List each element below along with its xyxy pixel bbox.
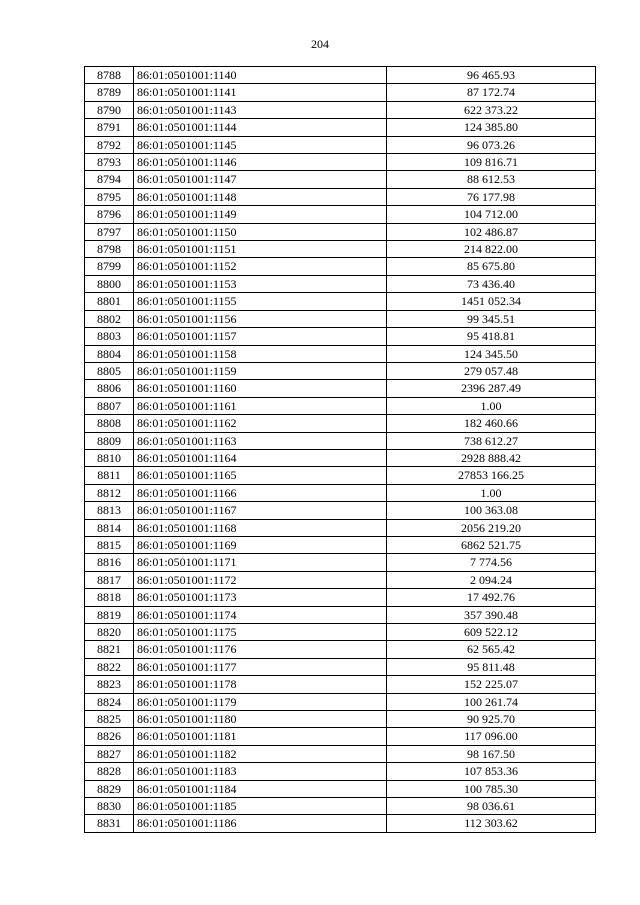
row-number-cell: 8802 [85, 310, 134, 327]
table-row [85, 728, 596, 745]
row-number-cell: 8788 [85, 67, 134, 84]
cadastral-number-cell: 86:01:0501001:1147 [134, 171, 387, 188]
table-row [85, 67, 596, 84]
row-number-cell: 8829 [85, 780, 134, 797]
table-row [85, 84, 596, 101]
table-row [85, 658, 596, 675]
value-cell: 104 712.00 [387, 206, 596, 223]
value-cell: 279 057.48 [387, 362, 596, 379]
cadastral-number-cell: 86:01:0501001:1175 [134, 624, 387, 641]
cadastral-number-cell: 86:01:0501001:1185 [134, 798, 387, 815]
table-row [85, 415, 596, 432]
table-row [85, 711, 596, 728]
cadastral-number-cell: 86:01:0501001:1168 [134, 519, 387, 536]
cadastral-number-cell: 86:01:0501001:1163 [134, 432, 387, 449]
value-cell: 182 460.66 [387, 415, 596, 432]
row-number-cell: 8809 [85, 432, 134, 449]
cadastral-number-cell: 86:01:0501001:1140 [134, 67, 387, 84]
cadastral-number-cell: 86:01:0501001:1178 [134, 676, 387, 693]
value-cell: 6862 521.75 [387, 536, 596, 553]
row-number-cell: 8815 [85, 536, 134, 553]
cadastral-number-cell: 86:01:0501001:1162 [134, 415, 387, 432]
row-number-cell: 8812 [85, 484, 134, 501]
table-row [85, 484, 596, 501]
row-number-cell: 8816 [85, 554, 134, 571]
table-row [85, 171, 596, 188]
table-row [85, 328, 596, 345]
row-number-cell: 8831 [85, 815, 134, 832]
row-number-cell: 8817 [85, 571, 134, 588]
cadastral-number-cell: 86:01:0501001:1157 [134, 328, 387, 345]
value-cell: 27853 166.25 [387, 467, 596, 484]
cadastral-number-cell: 86:01:0501001:1144 [134, 119, 387, 136]
table-row [85, 101, 596, 118]
cadastral-number-cell: 86:01:0501001:1172 [134, 571, 387, 588]
table-row [85, 397, 596, 414]
cadastral-number-cell: 86:01:0501001:1166 [134, 484, 387, 501]
table-row [85, 275, 596, 292]
table-row [85, 258, 596, 275]
cadastral-number-cell: 86:01:0501001:1150 [134, 223, 387, 240]
value-cell: 124 385.80 [387, 119, 596, 136]
cadastral-number-cell: 86:01:0501001:1186 [134, 815, 387, 832]
cadastral-number-cell: 86:01:0501001:1155 [134, 293, 387, 310]
value-cell: 90 925.70 [387, 711, 596, 728]
cadastral-number-cell: 86:01:0501001:1173 [134, 589, 387, 606]
row-number-cell: 8805 [85, 362, 134, 379]
table-row [85, 624, 596, 641]
value-cell: 73 436.40 [387, 275, 596, 292]
value-cell: 107 853.36 [387, 763, 596, 780]
value-cell: 117 096.00 [387, 728, 596, 745]
row-number-cell: 8825 [85, 711, 134, 728]
table-row [85, 362, 596, 379]
table-row [85, 745, 596, 762]
row-number-cell: 8800 [85, 275, 134, 292]
value-cell: 98 167.50 [387, 745, 596, 762]
row-number-cell: 8792 [85, 136, 134, 153]
cadastral-number-cell: 86:01:0501001:1179 [134, 693, 387, 710]
cadastral-number-cell: 86:01:0501001:1177 [134, 658, 387, 675]
value-cell: 152 225.07 [387, 676, 596, 693]
value-cell: 100 363.08 [387, 502, 596, 519]
row-number-cell: 8807 [85, 397, 134, 414]
row-number-cell: 8790 [85, 101, 134, 118]
table-row [85, 641, 596, 658]
cadastral-number-cell: 86:01:0501001:1149 [134, 206, 387, 223]
row-number-cell: 8823 [85, 676, 134, 693]
row-number-cell: 8797 [85, 223, 134, 240]
row-number-cell: 8798 [85, 241, 134, 258]
table-row [85, 571, 596, 588]
table-body [85, 67, 596, 833]
table-row [85, 815, 596, 832]
table-row [85, 154, 596, 171]
value-cell: 622 373.22 [387, 101, 596, 118]
value-cell: 95 811.48 [387, 658, 596, 675]
table-row [85, 467, 596, 484]
cadastral-number-cell: 86:01:0501001:1171 [134, 554, 387, 571]
row-number-cell: 8811 [85, 467, 134, 484]
cadastral-number-cell: 86:01:0501001:1164 [134, 449, 387, 466]
value-cell: 100 785.30 [387, 780, 596, 797]
value-cell: 98 036.61 [387, 798, 596, 815]
value-cell: 88 612.53 [387, 171, 596, 188]
table-row [85, 188, 596, 205]
cadastral-number-cell: 86:01:0501001:1145 [134, 136, 387, 153]
value-cell: 102 486.87 [387, 223, 596, 240]
value-cell: 62 565.42 [387, 641, 596, 658]
table-row [85, 380, 596, 397]
cadastral-number-cell: 86:01:0501001:1182 [134, 745, 387, 762]
value-cell: 2 094.24 [387, 571, 596, 588]
row-number-cell: 8822 [85, 658, 134, 675]
table-row [85, 589, 596, 606]
value-cell: 96 073.26 [387, 136, 596, 153]
value-cell: 17 492.76 [387, 589, 596, 606]
value-cell: 99 345.51 [387, 310, 596, 327]
table-row [85, 223, 596, 240]
cadastral-number-cell: 86:01:0501001:1148 [134, 188, 387, 205]
row-number-cell: 8827 [85, 745, 134, 762]
value-cell: 95 418.81 [387, 328, 596, 345]
page-number: 204 [311, 37, 329, 51]
cadastral-number-cell: 86:01:0501001:1184 [134, 780, 387, 797]
cadastral-number-cell: 86:01:0501001:1152 [134, 258, 387, 275]
value-cell: 2396 287.49 [387, 380, 596, 397]
table-row [85, 763, 596, 780]
value-cell: 1.00 [387, 484, 596, 501]
cadastral-number-cell: 86:01:0501001:1165 [134, 467, 387, 484]
table-row [85, 693, 596, 710]
row-number-cell: 8819 [85, 606, 134, 623]
table-row [85, 676, 596, 693]
table-row [85, 206, 596, 223]
row-number-cell: 8803 [85, 328, 134, 345]
value-cell: 112 303.62 [387, 815, 596, 832]
data-table [84, 66, 596, 833]
row-number-cell: 8796 [85, 206, 134, 223]
cadastral-number-cell: 86:01:0501001:1183 [134, 763, 387, 780]
value-cell: 109 816.71 [387, 154, 596, 171]
value-cell: 1.00 [387, 397, 596, 414]
cadastral-number-cell: 86:01:0501001:1141 [134, 84, 387, 101]
row-number-cell: 8793 [85, 154, 134, 171]
value-cell: 2928 888.42 [387, 449, 596, 466]
row-number-cell: 8830 [85, 798, 134, 815]
row-number-cell: 8820 [85, 624, 134, 641]
row-number-cell: 8814 [85, 519, 134, 536]
table-row [85, 536, 596, 553]
table-row [85, 432, 596, 449]
cadastral-number-cell: 86:01:0501001:1181 [134, 728, 387, 745]
row-number-cell: 8818 [85, 589, 134, 606]
table-row [85, 136, 596, 153]
row-number-cell: 8813 [85, 502, 134, 519]
row-number-cell: 8789 [85, 84, 134, 101]
table-row [85, 449, 596, 466]
cadastral-number-cell: 86:01:0501001:1156 [134, 310, 387, 327]
value-cell: 2056 219.20 [387, 519, 596, 536]
table-row [85, 502, 596, 519]
value-cell: 85 675.80 [387, 258, 596, 275]
cadastral-number-cell: 86:01:0501001:1180 [134, 711, 387, 728]
row-number-cell: 8826 [85, 728, 134, 745]
table-row [85, 780, 596, 797]
table-row [85, 119, 596, 136]
row-number-cell: 8821 [85, 641, 134, 658]
row-number-cell: 8804 [85, 345, 134, 362]
row-number-cell: 8806 [85, 380, 134, 397]
row-number-cell: 8799 [85, 258, 134, 275]
value-cell: 738 612.27 [387, 432, 596, 449]
row-number-cell: 8824 [85, 693, 134, 710]
row-number-cell: 8795 [85, 188, 134, 205]
value-cell: 609 522.12 [387, 624, 596, 641]
cadastral-number-cell: 86:01:0501001:1174 [134, 606, 387, 623]
cadastral-number-cell: 86:01:0501001:1153 [134, 275, 387, 292]
row-number-cell: 8828 [85, 763, 134, 780]
value-cell: 87 172.74 [387, 84, 596, 101]
table-row [85, 293, 596, 310]
value-cell: 76 177.98 [387, 188, 596, 205]
row-number-cell: 8801 [85, 293, 134, 310]
cadastral-number-cell: 86:01:0501001:1176 [134, 641, 387, 658]
value-cell: 214 822.00 [387, 241, 596, 258]
table-row [85, 554, 596, 571]
table-row [85, 241, 596, 258]
value-cell: 357 390.48 [387, 606, 596, 623]
table-row [85, 519, 596, 536]
table-row [85, 345, 596, 362]
value-cell: 96 465.93 [387, 67, 596, 84]
table-row [85, 798, 596, 815]
cadastral-number-cell: 86:01:0501001:1160 [134, 380, 387, 397]
row-number-cell: 8794 [85, 171, 134, 188]
value-cell: 100 261.74 [387, 693, 596, 710]
value-cell: 7 774.56 [387, 554, 596, 571]
cadastral-number-cell: 86:01:0501001:1143 [134, 101, 387, 118]
row-number-cell: 8810 [85, 449, 134, 466]
table-row [85, 606, 596, 623]
value-cell: 1451 052.34 [387, 293, 596, 310]
value-cell: 124 345.50 [387, 345, 596, 362]
cadastral-number-cell: 86:01:0501001:1159 [134, 362, 387, 379]
cadastral-number-cell: 86:01:0501001:1151 [134, 241, 387, 258]
table-row [85, 310, 596, 327]
cadastral-number-cell: 86:01:0501001:1158 [134, 345, 387, 362]
row-number-cell: 8808 [85, 415, 134, 432]
row-number-cell: 8791 [85, 119, 134, 136]
cadastral-number-cell: 86:01:0501001:1169 [134, 536, 387, 553]
cadastral-number-cell: 86:01:0501001:1161 [134, 397, 387, 414]
cadastral-number-cell: 86:01:0501001:1167 [134, 502, 387, 519]
cadastral-number-cell: 86:01:0501001:1146 [134, 154, 387, 171]
